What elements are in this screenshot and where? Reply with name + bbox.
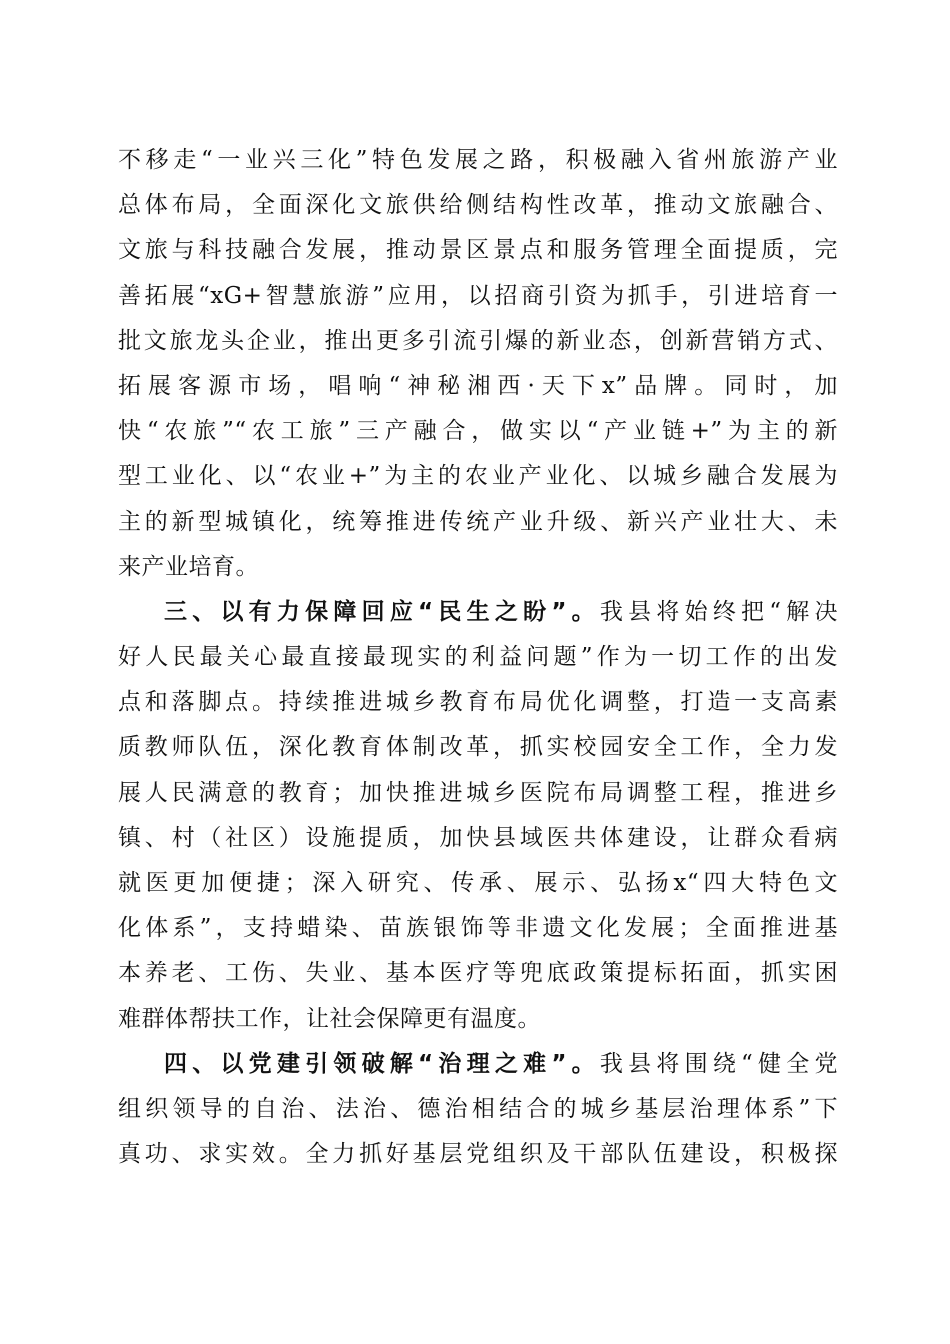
paragraph-text: 我县将围绕“健全党: [599, 1050, 838, 1077]
paragraph-line: 快“农旅”“农工旅”三产融合，做实以“产业链+”为主的新: [118, 418, 838, 445]
paragraph-line: 就医更加便捷；深入研究、传承、展示、弘扬x“四大特色文: [118, 870, 838, 896]
paragraph-line: 组织领导的自治、法治、德治相结合的城乡基层治理体系”下: [118, 1095, 838, 1122]
paragraph-first-line: [118, 1042, 838, 1087]
paragraph-line: 主的新型城镇化，统筹推进传统产业升级、新兴产业壮大、未: [118, 508, 838, 535]
paragraph-line: 拓展客源市场，唱响“神秘湘西·天下x”品牌。同时，加: [118, 372, 838, 399]
paragraph-line: 不移走“一业兴三化”特色发展之路，积极融入省州旅游产业: [118, 147, 838, 173]
section-heading-3: 三、以有力保障回应“民生之盼”。: [164, 598, 600, 625]
paragraph-line: 善拓展“xG+智慧旅游”应用，以招商引资为抓手，引进培育一: [118, 282, 838, 309]
paragraph-line: 镇、村（社区）设施提质，加快县域医共体建设，让群众看病: [118, 824, 838, 851]
document-body: [118, 138, 838, 1177]
paragraph-1: [118, 138, 838, 590]
paragraph-line: 来产业培育。: [118, 553, 259, 580]
paragraph-first-line: [118, 590, 838, 635]
section-heading-4: 四、以党建引领破解“治理之难”。: [164, 1050, 600, 1077]
paragraph-text: 我县将始终把“解决: [599, 598, 838, 625]
paragraph-line: 化体系”，支持蜡染、苗族银饰等非遗文化发展；全面推进基: [118, 915, 838, 942]
paragraph-line: 批文旅龙头企业，推出更多引流引爆的新业态，创新营销方式、: [118, 327, 838, 354]
paragraph-3: [118, 1042, 838, 1178]
paragraph-line: 文旅与科技融合发展，推动景区景点和服务管理全面提质，完: [118, 237, 838, 264]
paragraph-2: [118, 590, 838, 1042]
paragraph-line: 真功、求实效。全力抓好基层党组织及干部队伍建设，积极探: [118, 1141, 838, 1168]
paragraph-line: 好人民最关心最直接最现实的利益问题”作为一切工作的出发: [118, 644, 838, 671]
paragraph-line: 点和落脚点。持续推进城乡教育布局优化调整，打造一支高素: [118, 689, 838, 716]
paragraph-line: 难群体帮扶工作，让社会保障更有温度。: [118, 1005, 541, 1032]
paragraph-line: 本养老、工伤、失业、基本医疗等兜底政策提标拓面，抓实困: [118, 960, 838, 987]
paragraph-line: 展人民满意的教育；加快推进城乡医院布局调整工程，推进乡: [118, 779, 838, 806]
paragraph-line: 质教师队伍，深化教育体制改革，抓实校园安全工作，全力发: [118, 734, 838, 761]
paragraph-line: 型工业化、以“农业+”为主的农业产业化、以城乡融合发展为: [118, 463, 838, 490]
paragraph-line: 总体布局，全面深化文旅供给侧结构性改革，推动文旅融合、: [118, 192, 838, 219]
